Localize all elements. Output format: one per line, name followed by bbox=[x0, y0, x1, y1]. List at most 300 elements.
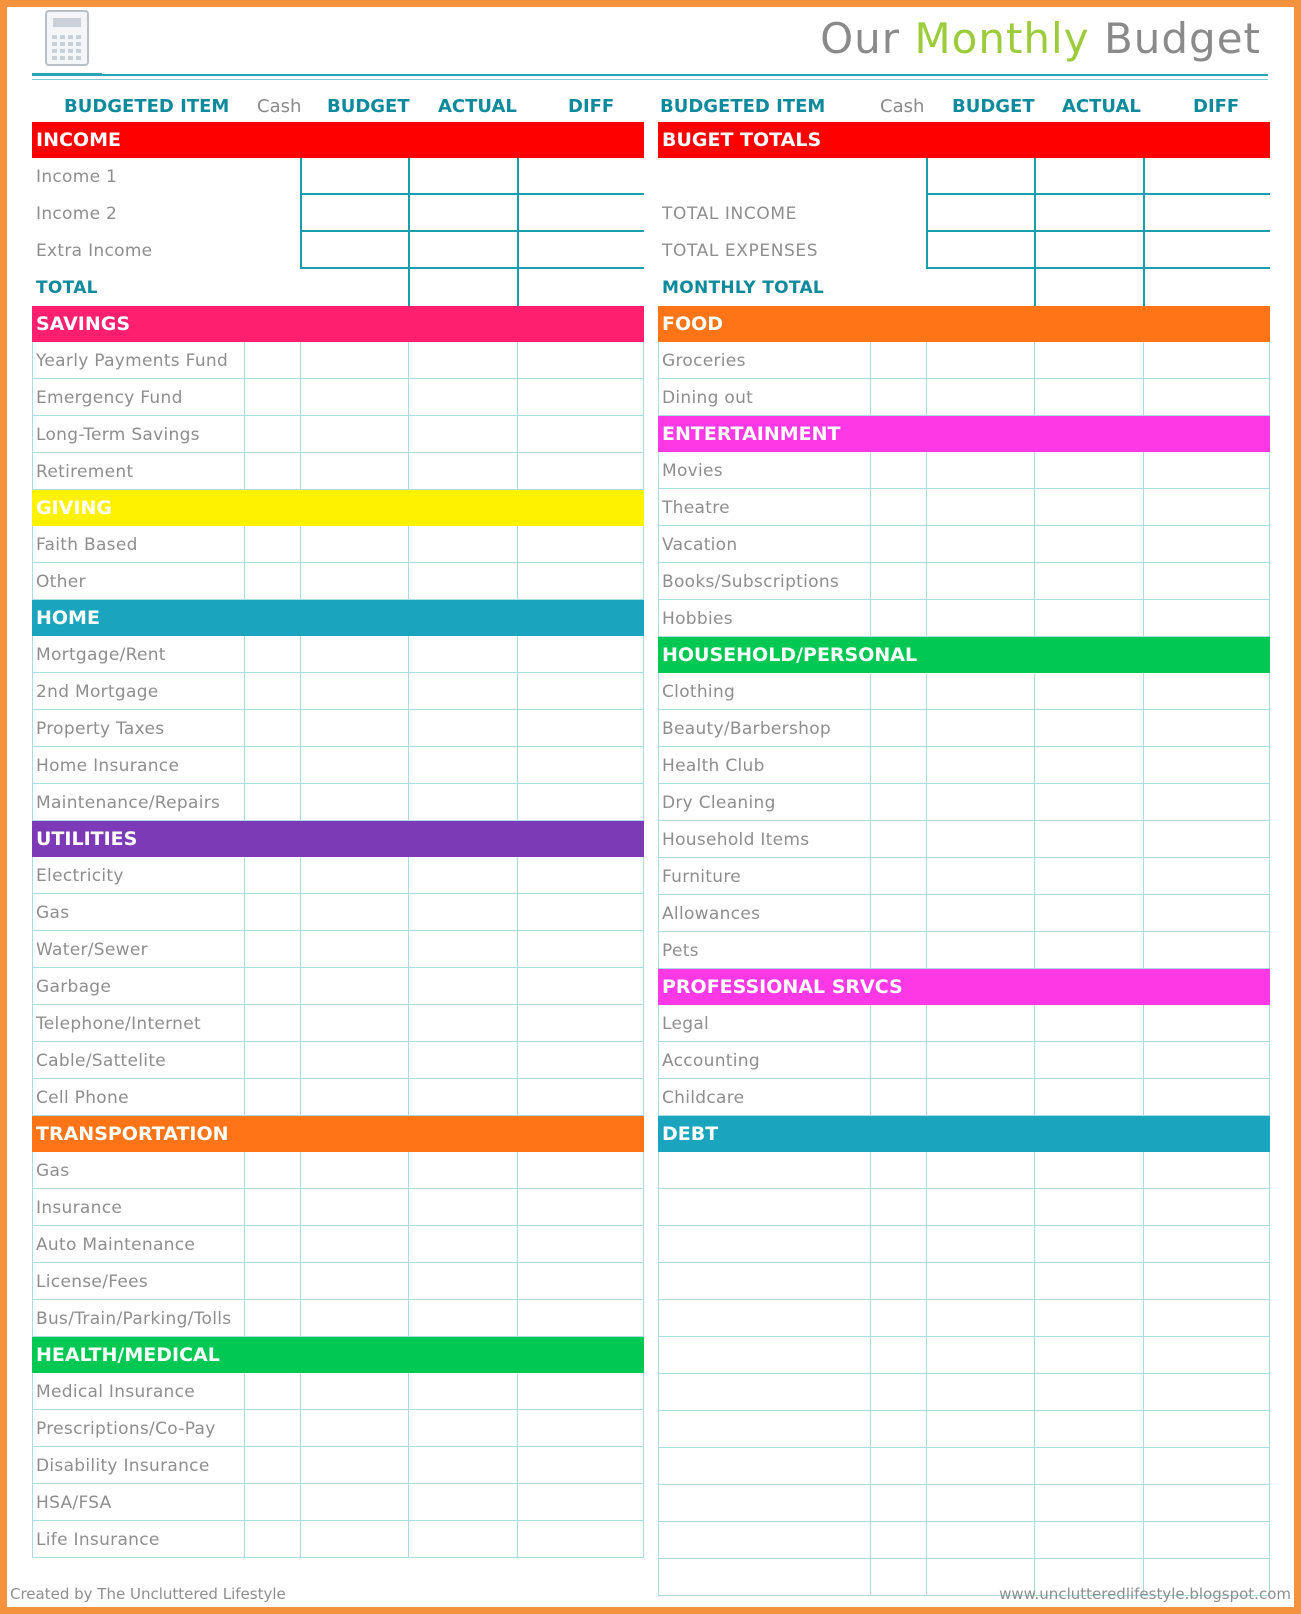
grid-line bbox=[244, 1263, 245, 1300]
row-label: Property Taxes bbox=[36, 719, 165, 739]
grid-line bbox=[408, 1226, 409, 1263]
grid-line bbox=[1143, 1411, 1144, 1448]
row-label: Income 1 bbox=[36, 167, 118, 187]
grid-line bbox=[658, 1189, 659, 1226]
grid-line bbox=[1143, 600, 1144, 637]
grid-line bbox=[1143, 1300, 1144, 1337]
row-label: Water/Sewer bbox=[36, 940, 148, 960]
grid-line bbox=[408, 1300, 409, 1337]
grid-line bbox=[1143, 932, 1144, 969]
grid-line bbox=[408, 1521, 409, 1558]
row-label: 2nd Mortgage bbox=[36, 682, 159, 702]
grid-line bbox=[870, 526, 871, 563]
grid-line bbox=[926, 452, 927, 489]
grid-line bbox=[300, 1263, 301, 1300]
grid-line bbox=[1269, 342, 1270, 379]
grid-line bbox=[1143, 489, 1144, 526]
table-row bbox=[32, 857, 644, 894]
table-row bbox=[658, 1005, 1270, 1042]
grid-line bbox=[643, 1373, 644, 1410]
grid-line bbox=[408, 857, 409, 894]
grid-line bbox=[1034, 563, 1035, 600]
grid-line bbox=[1269, 1337, 1270, 1374]
grid-line bbox=[300, 526, 301, 563]
grid-line bbox=[408, 747, 409, 784]
grid-line bbox=[1269, 1300, 1270, 1337]
title-part-3: Budget bbox=[1103, 14, 1261, 63]
grid-line bbox=[870, 1374, 871, 1411]
grid-line bbox=[926, 932, 927, 969]
row-label: Cell Phone bbox=[36, 1088, 129, 1108]
grid-line bbox=[926, 821, 927, 858]
grid-line bbox=[1269, 1079, 1270, 1116]
grid-line bbox=[1143, 821, 1144, 858]
table-row bbox=[658, 600, 1270, 637]
grid-line bbox=[1034, 932, 1035, 969]
grid-line bbox=[926, 1300, 927, 1337]
grid-line bbox=[926, 747, 927, 784]
header-cash: Cash bbox=[880, 96, 925, 117]
grid-line bbox=[408, 1263, 409, 1300]
grid-line bbox=[643, 747, 644, 784]
grid-line bbox=[1143, 1448, 1144, 1485]
title-rule bbox=[32, 74, 1268, 76]
grid-line bbox=[517, 1410, 518, 1447]
grid-line bbox=[1143, 1485, 1144, 1522]
grid-line bbox=[1034, 1189, 1035, 1226]
grid-line bbox=[517, 1152, 518, 1189]
grid-line bbox=[870, 858, 871, 895]
grid-line bbox=[408, 195, 410, 232]
grid-line bbox=[1034, 1005, 1035, 1042]
grid-line bbox=[1034, 526, 1035, 563]
grid-line bbox=[658, 1300, 659, 1337]
grid-line bbox=[32, 563, 33, 600]
table-row bbox=[658, 1079, 1270, 1116]
grid-line bbox=[244, 1373, 245, 1410]
grid-line bbox=[408, 894, 409, 931]
grid-line bbox=[1143, 563, 1144, 600]
grid-line bbox=[32, 1189, 33, 1226]
grid-line bbox=[1143, 1522, 1144, 1559]
table-row bbox=[32, 342, 644, 379]
grid-line bbox=[870, 932, 871, 969]
grid-line bbox=[32, 747, 33, 784]
grid-line bbox=[658, 1522, 659, 1559]
grid-line bbox=[1034, 1337, 1035, 1374]
grid-line bbox=[926, 1559, 927, 1596]
grid-line bbox=[658, 342, 659, 379]
grid-line bbox=[408, 416, 409, 453]
grid-line bbox=[32, 710, 33, 747]
grid-line bbox=[1269, 489, 1270, 526]
grid-line bbox=[408, 1079, 409, 1116]
row-label: Theatre bbox=[662, 498, 730, 518]
grid-line bbox=[643, 1042, 644, 1079]
row-label: Emergency Fund bbox=[36, 388, 183, 408]
grid-line bbox=[517, 857, 518, 894]
grid-line bbox=[870, 1300, 871, 1337]
grid-line bbox=[1143, 452, 1144, 489]
grid-line bbox=[408, 158, 410, 195]
grid-line bbox=[517, 1300, 518, 1337]
total-label: TOTAL bbox=[36, 278, 98, 298]
grid-line bbox=[300, 1079, 301, 1116]
row-label: Childcare bbox=[662, 1088, 745, 1108]
grid-line bbox=[658, 673, 659, 710]
grid-line bbox=[870, 1522, 871, 1559]
grid-line bbox=[408, 1152, 409, 1189]
grid-line bbox=[926, 1374, 927, 1411]
grid-line bbox=[408, 1005, 409, 1042]
table-row bbox=[32, 1005, 644, 1042]
table-row bbox=[658, 858, 1270, 895]
grid-line bbox=[926, 1079, 927, 1116]
grid-line bbox=[1269, 452, 1270, 489]
grid-line bbox=[1143, 1042, 1144, 1079]
grid-line bbox=[244, 453, 245, 490]
grid-line bbox=[244, 1484, 245, 1521]
title-part-1: Our bbox=[820, 14, 901, 63]
section-header-income: INCOME bbox=[32, 122, 644, 158]
section-header-food: FOOD bbox=[658, 306, 1270, 342]
row-label: TOTAL EXPENSES bbox=[662, 241, 819, 261]
grid-line bbox=[1143, 195, 1145, 232]
grid-line bbox=[517, 158, 519, 195]
grid-line bbox=[643, 1300, 644, 1337]
grid-line bbox=[517, 416, 518, 453]
grid-line bbox=[32, 379, 33, 416]
section-header-home: HOME bbox=[32, 600, 644, 636]
grid-line bbox=[643, 1189, 644, 1226]
grid-line bbox=[244, 931, 245, 968]
grid-line bbox=[1269, 1189, 1270, 1226]
row-label: TOTAL INCOME bbox=[662, 204, 797, 224]
header-actual: ACTUAL bbox=[438, 96, 517, 117]
grid-line bbox=[300, 1189, 301, 1226]
section-header-savings: SAVINGS bbox=[32, 306, 644, 342]
footer-url: www.unclutteredlifestyle.blogspot.com bbox=[999, 1585, 1291, 1603]
grid-line bbox=[1269, 1005, 1270, 1042]
table-row bbox=[658, 1300, 1270, 1337]
grid-line bbox=[1034, 232, 1036, 269]
grid-line bbox=[244, 857, 245, 894]
grid-line bbox=[244, 636, 245, 673]
grid-line bbox=[32, 1042, 33, 1079]
grid-line bbox=[658, 600, 659, 637]
grid-line bbox=[1034, 747, 1035, 784]
calculator-icon bbox=[45, 10, 89, 66]
grid-line bbox=[244, 784, 245, 821]
grid-line bbox=[643, 1152, 644, 1189]
grid-line bbox=[1034, 1079, 1035, 1116]
grid-line bbox=[517, 636, 518, 673]
grid-line bbox=[408, 1484, 409, 1521]
grid-line bbox=[870, 1411, 871, 1448]
grid-line bbox=[926, 342, 927, 379]
grid-line bbox=[1269, 710, 1270, 747]
grid-line bbox=[1269, 673, 1270, 710]
grid-line bbox=[1269, 1042, 1270, 1079]
grid-line bbox=[300, 379, 301, 416]
grid-line bbox=[408, 636, 409, 673]
section-header-buget-totals: BUGET TOTALS bbox=[658, 122, 1270, 158]
row-label: Dry Cleaning bbox=[662, 793, 776, 813]
grid-line bbox=[658, 821, 659, 858]
grid-line bbox=[1143, 269, 1145, 306]
grid-line bbox=[300, 636, 301, 673]
grid-line bbox=[870, 379, 871, 416]
grid-line bbox=[643, 968, 644, 1005]
grid-line bbox=[643, 526, 644, 563]
table-row bbox=[32, 1447, 644, 1484]
section-header-health-medical: HEALTH/MEDICAL bbox=[32, 1337, 644, 1373]
grid-line bbox=[643, 1521, 644, 1558]
table-row bbox=[658, 232, 1270, 269]
table-row bbox=[658, 452, 1270, 489]
grid-line bbox=[32, 1226, 33, 1263]
table-row bbox=[658, 1189, 1270, 1226]
grid-line bbox=[643, 342, 644, 379]
table-row bbox=[658, 1374, 1270, 1411]
grid-line bbox=[517, 931, 518, 968]
grid-line bbox=[658, 1559, 659, 1596]
table-row bbox=[32, 931, 644, 968]
grid-line bbox=[658, 526, 659, 563]
header-budgeted-item: BUDGETED ITEM bbox=[660, 96, 826, 117]
grid-line bbox=[870, 1042, 871, 1079]
grid-line bbox=[408, 710, 409, 747]
grid-line bbox=[926, 1522, 927, 1559]
grid-line bbox=[870, 1263, 871, 1300]
header-cash: Cash bbox=[257, 96, 302, 117]
table-row bbox=[32, 453, 644, 490]
grid-line bbox=[32, 1079, 33, 1116]
row-label: Health Club bbox=[662, 756, 765, 776]
grid-line bbox=[870, 1189, 871, 1226]
grid-line bbox=[300, 1410, 301, 1447]
grid-line bbox=[870, 821, 871, 858]
grid-line bbox=[870, 1152, 871, 1189]
grid-line bbox=[244, 894, 245, 931]
grid-line bbox=[926, 526, 927, 563]
grid-line bbox=[517, 379, 518, 416]
grid-line bbox=[300, 894, 301, 931]
grid-line bbox=[1269, 932, 1270, 969]
grid-line bbox=[244, 416, 245, 453]
grid-line bbox=[244, 1079, 245, 1116]
grid-line bbox=[32, 931, 33, 968]
grid-line bbox=[300, 232, 302, 269]
grid-line bbox=[1269, 379, 1270, 416]
title-part-2: Monthly bbox=[914, 14, 1090, 63]
grid-line bbox=[1034, 269, 1036, 306]
grid-line bbox=[408, 563, 409, 600]
grid-line bbox=[244, 379, 245, 416]
grid-line bbox=[643, 673, 644, 710]
grid-line bbox=[643, 784, 644, 821]
grid-line bbox=[1143, 747, 1144, 784]
grid-line bbox=[643, 416, 644, 453]
grid-line bbox=[517, 453, 518, 490]
grid-line bbox=[32, 1484, 33, 1521]
grid-line bbox=[517, 1079, 518, 1116]
grid-line bbox=[1143, 526, 1144, 563]
table-row bbox=[32, 1042, 644, 1079]
grid-line bbox=[643, 1226, 644, 1263]
grid-line bbox=[1034, 1448, 1035, 1485]
grid-line bbox=[926, 1263, 927, 1300]
grid-line bbox=[1034, 858, 1035, 895]
grid-line bbox=[1143, 158, 1145, 195]
table-row bbox=[32, 526, 644, 563]
grid-line bbox=[1034, 710, 1035, 747]
grid-line bbox=[408, 1447, 409, 1484]
grid-line bbox=[1269, 1522, 1270, 1559]
table-row bbox=[658, 821, 1270, 858]
grid-line bbox=[300, 1484, 301, 1521]
grid-line bbox=[1034, 1522, 1035, 1559]
grid-line bbox=[517, 784, 518, 821]
grid-line bbox=[1143, 232, 1145, 269]
grid-line bbox=[32, 1263, 33, 1300]
grid-line bbox=[1143, 1263, 1144, 1300]
row-label: Movies bbox=[662, 461, 723, 481]
grid-line bbox=[244, 1042, 245, 1079]
grid-line bbox=[517, 269, 519, 306]
grid-line bbox=[658, 858, 659, 895]
grid-line bbox=[1269, 600, 1270, 637]
table-row bbox=[658, 673, 1270, 710]
grid-line bbox=[1269, 1152, 1270, 1189]
grid-line bbox=[300, 342, 301, 379]
grid-line bbox=[870, 563, 871, 600]
grid-line bbox=[1034, 1263, 1035, 1300]
grid-line bbox=[926, 1411, 927, 1448]
grid-line bbox=[1034, 1411, 1035, 1448]
row-label: Beauty/Barbershop bbox=[662, 719, 831, 739]
grid-line bbox=[300, 1521, 301, 1558]
grid-line bbox=[244, 342, 245, 379]
grid-line bbox=[658, 1374, 659, 1411]
grid-line bbox=[658, 1448, 659, 1485]
grid-line bbox=[517, 1373, 518, 1410]
grid-line bbox=[658, 1411, 659, 1448]
grid-line bbox=[1269, 1448, 1270, 1485]
grid-line bbox=[658, 452, 659, 489]
grid-line bbox=[32, 673, 33, 710]
header-diff: DIFF bbox=[1193, 96, 1240, 117]
grid-line bbox=[926, 1485, 927, 1522]
grid-line bbox=[1143, 1374, 1144, 1411]
section-header-transportation: TRANSPORTATION bbox=[32, 1116, 644, 1152]
grid-line bbox=[870, 710, 871, 747]
grid-line bbox=[408, 453, 409, 490]
section-header-utilities: UTILITIES bbox=[32, 821, 644, 857]
total-label: MONTHLY TOTAL bbox=[662, 278, 825, 298]
grid-line bbox=[658, 747, 659, 784]
grid-line bbox=[658, 1485, 659, 1522]
grid-line bbox=[658, 1263, 659, 1300]
grid-line bbox=[517, 673, 518, 710]
grid-line bbox=[643, 1447, 644, 1484]
page-title bbox=[820, 14, 1261, 63]
grid-line bbox=[1034, 895, 1035, 932]
grid-line bbox=[32, 968, 33, 1005]
row-label: Vacation bbox=[662, 535, 738, 555]
grid-line bbox=[1034, 489, 1035, 526]
grid-line bbox=[926, 784, 927, 821]
grid-line bbox=[408, 342, 409, 379]
grid-line bbox=[408, 232, 410, 269]
grid-line bbox=[1034, 1152, 1035, 1189]
grid-line bbox=[244, 1189, 245, 1226]
grid-line bbox=[517, 1189, 518, 1226]
header-budget: BUDGET bbox=[952, 96, 1035, 117]
row-label: Life Insurance bbox=[36, 1530, 160, 1550]
table-row bbox=[658, 1411, 1270, 1448]
table-row bbox=[658, 1042, 1270, 1079]
table-row bbox=[658, 710, 1270, 747]
grid-line bbox=[870, 747, 871, 784]
table-row bbox=[32, 784, 644, 821]
grid-line bbox=[1143, 895, 1144, 932]
grid-line bbox=[643, 563, 644, 600]
grid-line bbox=[1143, 1337, 1144, 1374]
grid-line bbox=[300, 1042, 301, 1079]
grid-line bbox=[926, 232, 928, 269]
table-row bbox=[32, 416, 644, 453]
grid-line bbox=[1034, 600, 1035, 637]
table-row bbox=[658, 1263, 1270, 1300]
grid-line bbox=[244, 1152, 245, 1189]
grid-line bbox=[244, 673, 245, 710]
row-label: Pets bbox=[662, 941, 699, 961]
grid-line bbox=[408, 526, 409, 563]
grid-line bbox=[1269, 1411, 1270, 1448]
grid-line bbox=[926, 195, 928, 232]
grid-line bbox=[408, 673, 409, 710]
table-row bbox=[32, 1300, 644, 1337]
total-row bbox=[32, 269, 644, 306]
grid-line bbox=[658, 1226, 659, 1263]
table-row bbox=[658, 932, 1270, 969]
table-row bbox=[658, 526, 1270, 563]
grid-line bbox=[1143, 858, 1144, 895]
grid-line bbox=[658, 784, 659, 821]
grid-line bbox=[870, 895, 871, 932]
grid-line bbox=[658, 710, 659, 747]
section-header-debt: DEBT bbox=[658, 1116, 1270, 1152]
row-label: Auto Maintenance bbox=[36, 1235, 196, 1255]
grid-line bbox=[658, 1337, 659, 1374]
row-label: Bus/Train/Parking/Tolls bbox=[36, 1309, 232, 1329]
header-budgeted-item: BUDGETED ITEM bbox=[64, 96, 230, 117]
table-row bbox=[658, 1152, 1270, 1189]
grid-line bbox=[1269, 1485, 1270, 1522]
grid-line bbox=[643, 636, 644, 673]
table-row bbox=[658, 195, 1270, 232]
header-budget: BUDGET bbox=[327, 96, 410, 117]
grid-line bbox=[244, 1410, 245, 1447]
grid-line bbox=[1034, 1485, 1035, 1522]
table-row bbox=[658, 784, 1270, 821]
grid-line bbox=[1034, 452, 1035, 489]
grid-line bbox=[408, 784, 409, 821]
row-label: Home Insurance bbox=[36, 756, 180, 776]
grid-line bbox=[926, 563, 927, 600]
grid-line bbox=[926, 379, 927, 416]
